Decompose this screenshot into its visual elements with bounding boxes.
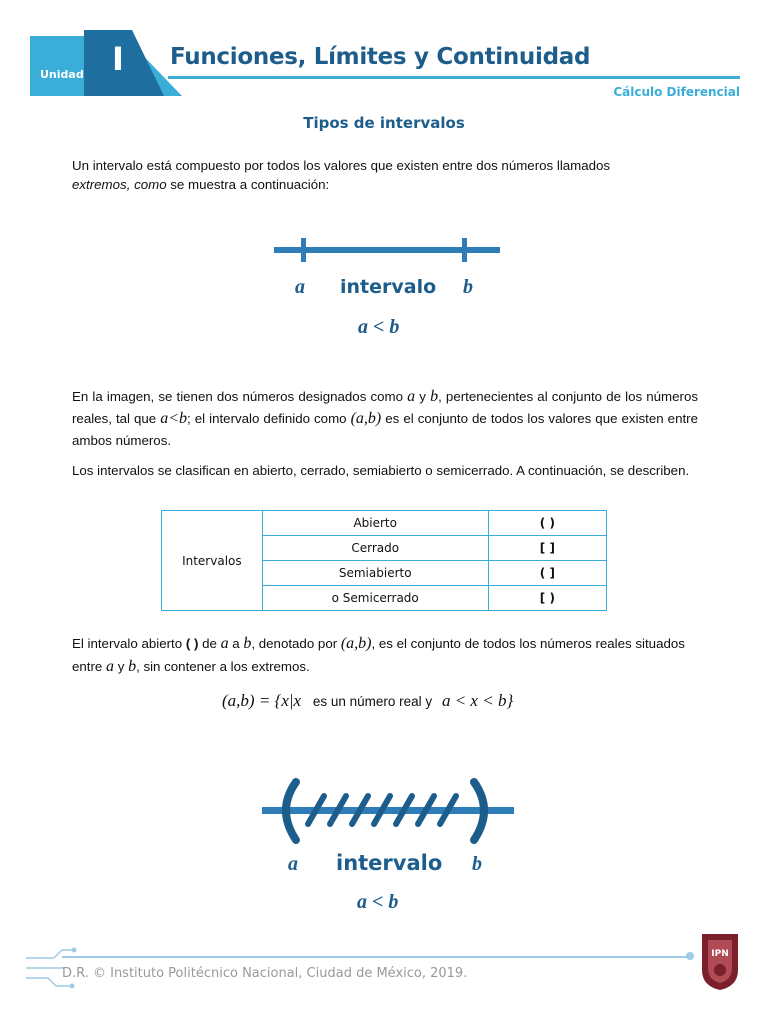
- diagram2-label-a: a: [288, 853, 298, 875]
- p2-text-1: En la imagen, se tienen dos números designados como: [72, 389, 408, 404]
- p2-text-5: es el conjunto de todos los valores que existen entre ambos números.: [72, 411, 698, 448]
- table-row: [162, 511, 607, 536]
- intro-paragraph: [72, 156, 698, 194]
- unit-number: I: [112, 40, 124, 78]
- p4-math-b: b: [243, 635, 252, 652]
- svg-text:IPN: IPN: [711, 949, 729, 959]
- p2-text-2: y: [415, 389, 431, 404]
- diagram2-relation: a < b: [357, 891, 399, 913]
- unit-label: Unidad: [40, 68, 84, 81]
- table-cell-name: o Semicerrado: [262, 586, 488, 611]
- table-cell-name: Semiabierto: [262, 561, 488, 586]
- formula-left: (a,b) = {x|x: [222, 691, 302, 710]
- subject-label: Cálculo Diferencial: [613, 85, 740, 99]
- intro-como: , como: [126, 177, 167, 192]
- table-cell-symbol: ( ): [488, 511, 606, 536]
- page-title: Funciones, Límites y Continuidad: [170, 44, 591, 70]
- table-group-label: Intervalos: [162, 511, 263, 611]
- footer-copyright: D.R. © Instituto Politécnico Nacional, Ciudad de México, 2019.: [62, 966, 468, 981]
- tick-b: [462, 238, 467, 262]
- intro-text: Un intervalo está compuesto por todos los valores que existen entre dos números llamados: [72, 158, 611, 173]
- table-cell-symbol: ( ]: [488, 561, 606, 586]
- diagram2-word: intervalo: [336, 851, 443, 875]
- section-title: Tipos de intervalos: [303, 114, 465, 132]
- diagram2-label-b: b: [472, 853, 482, 875]
- p4-text-4: , denotado por: [251, 636, 341, 651]
- table-cell-symbol: [ ): [488, 586, 606, 611]
- unit-tab-accent: [84, 30, 164, 96]
- p4-text-3: a: [228, 636, 244, 651]
- p4-text-5: , es el conjunto de todos los números reales situados entre: [72, 636, 685, 674]
- p2-math-b: b: [430, 388, 439, 405]
- header-divider: [168, 76, 740, 79]
- p4-math-a2: a: [106, 658, 115, 675]
- open-interval-line: [262, 807, 514, 814]
- ipn-emblem-icon: [698, 930, 742, 992]
- diagram1-word: intervalo: [340, 276, 437, 298]
- diagram1-label-b: b: [463, 276, 473, 298]
- p4-math-a: a: [220, 635, 229, 652]
- p2-math-a-less-b: a<b: [160, 410, 188, 427]
- p4-text-2: de: [198, 636, 221, 651]
- p4-symbol: ( ): [185, 636, 199, 651]
- formula-right: a < x < b}: [441, 691, 514, 710]
- open-interval-diagram: [258, 770, 518, 850]
- footer-divider: [62, 956, 690, 958]
- p2-math-ab: (a,b): [350, 410, 382, 427]
- set-formula: [222, 691, 513, 711]
- p4-math-b2: b: [128, 658, 137, 675]
- intro-extremos: extremos: [72, 177, 127, 192]
- p4-text-6: y: [114, 659, 129, 674]
- diagram1-relation: a < b: [358, 316, 400, 338]
- diagram1-label-a: a: [295, 276, 305, 298]
- p2-text-4: ; el intervalo definido como: [187, 411, 351, 426]
- footer-line-dot: [686, 952, 694, 960]
- intro-tail: se muestra a continuación:: [166, 177, 330, 192]
- paragraph-4: [72, 632, 698, 678]
- paragraph-2: [72, 386, 698, 452]
- tick-a: [301, 238, 306, 262]
- table-cell-symbol: [ ]: [488, 536, 606, 561]
- p2-math-a: a: [407, 388, 416, 405]
- interval-types-table: [161, 510, 607, 611]
- table-cell-name: Cerrado: [262, 536, 488, 561]
- p4-math-ab: (a,b): [340, 635, 372, 652]
- table-cell-name: Abierto: [262, 511, 488, 536]
- p4-text-1: El intervalo abierto: [72, 636, 186, 651]
- p4-text-7: , sin contener a los extremos.: [136, 659, 310, 674]
- paragraph-3: Los intervalos se clasifican en abierto, cerrado, semiabierto o semicerrado. A continuación, se describen.: [72, 463, 690, 478]
- p2-text-3: , pertenecientes al conjunto de los números reales, tal que: [72, 389, 698, 426]
- formula-middle: es un número real y: [312, 694, 433, 709]
